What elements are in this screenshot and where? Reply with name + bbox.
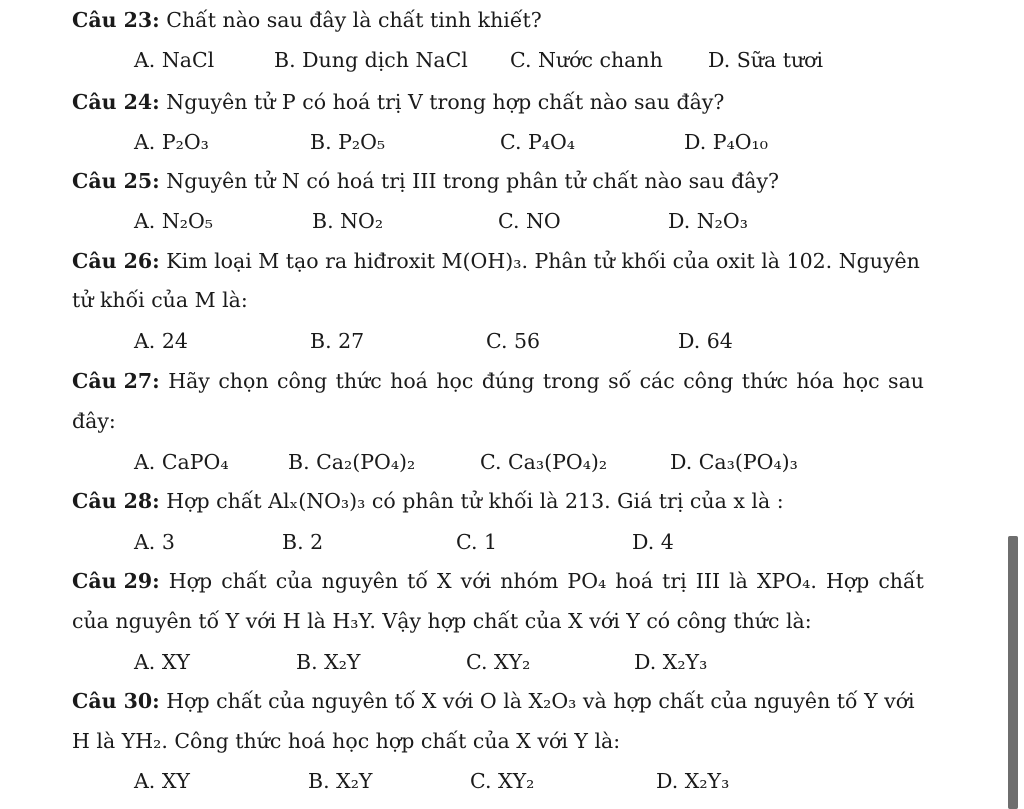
question-27-continued: đây: <box>72 409 116 433</box>
option-a: A. N₂O₅ <box>134 209 214 233</box>
option-d: D. X₂Y₃ <box>656 769 730 793</box>
question-word: chọn <box>218 369 269 393</box>
option-b: B. Dung dịch NaCl <box>274 48 468 72</box>
question-word: sau <box>888 369 924 393</box>
option-a: A. 24 <box>134 329 188 353</box>
option-b: B. NO₂ <box>312 209 384 233</box>
question-word: học <box>436 369 474 393</box>
question-label: Câu 23: <box>72 8 160 32</box>
option-a: A. XY <box>134 650 190 674</box>
option-c: C. Nước chanh <box>510 48 663 72</box>
question-word: Hợp <box>825 569 870 593</box>
question-word: thức <box>335 369 382 393</box>
option-d: D. X₂Y₃ <box>634 650 708 674</box>
option-d: D. P₄O₁₀ <box>684 130 768 154</box>
question-24 <box>72 90 724 114</box>
question-word: công <box>276 369 328 393</box>
question-label: Câu 30: <box>72 689 160 713</box>
question-30-continued: H là YH₂. Công thức hoá học hợp chất của X với Y là: <box>72 729 621 753</box>
question-word: trị <box>662 569 687 593</box>
question-word: là <box>729 569 748 593</box>
question-word: chất <box>878 569 924 593</box>
question-word: nhóm <box>500 569 559 593</box>
option-b: B. Ca₂(PO₄)₂ <box>288 450 416 474</box>
question-word: số <box>608 369 632 393</box>
question-27 <box>72 369 924 393</box>
option-a: A. NaCl <box>134 48 215 72</box>
question-word: nguyên <box>321 569 399 593</box>
option-a: A. 3 <box>134 530 175 554</box>
question-label: Câu 27: <box>72 369 160 393</box>
option-d: D. 4 <box>632 530 674 554</box>
question-word: tố <box>407 569 428 593</box>
question-word: X <box>437 569 452 593</box>
question-word: chất <box>221 569 267 593</box>
question-text: Hợp chất Alₓ(NO₃)₃ có phân tử khối là 213. Giá trị của x là : <box>166 489 784 513</box>
question-word: đúng <box>481 369 535 393</box>
option-b: B. 2 <box>282 530 324 554</box>
question-29 <box>72 569 924 593</box>
question-text: Hợp chất của nguyên tố X với O là X₂O₃ và hợp chất của nguyên tố Y với <box>166 689 915 713</box>
question-23 <box>72 8 542 32</box>
question-word: thức <box>741 369 788 393</box>
option-c: C. XY₂ <box>466 650 531 674</box>
question-word: Hãy <box>168 369 210 393</box>
scrollbar-thumb[interactable] <box>1008 536 1018 809</box>
question-word: học <box>842 369 880 393</box>
option-c: C. P₄O₄ <box>500 130 576 154</box>
question-word: với <box>460 569 492 593</box>
question-label: Câu 26: <box>72 249 160 273</box>
question-26-continued: tử khối của M là: <box>72 288 248 312</box>
question-text: Nguyên tử P có hoá trị V trong hợp chất nào sau đây? <box>166 90 725 114</box>
option-b: B. P₂O₅ <box>310 130 386 154</box>
option-a: A. P₂O₃ <box>134 130 209 154</box>
option-d: D. Sữa tươi <box>708 48 824 72</box>
question-text: Nguyên tử N có hoá trị III trong phân tử chất nào sau đây? <box>166 169 780 193</box>
question-25 <box>72 169 779 193</box>
question-text: Kim loại M tạo ra hiđroxit M(OH)₃. Phân tử khối của oxit là 102. Nguyên <box>166 249 920 273</box>
option-a: A. XY <box>134 769 190 793</box>
option-d: D. N₂O₃ <box>668 209 748 233</box>
question-word: trong <box>542 369 600 393</box>
question-word: XPO₄. <box>756 569 817 593</box>
option-d: D. Ca₃(PO₄)₃ <box>670 450 798 474</box>
question-label: Câu 25: <box>72 169 160 193</box>
question-word: III <box>695 569 721 593</box>
question-26 <box>72 249 920 273</box>
question-label: Câu 29: <box>72 569 160 593</box>
question-word: hoá <box>615 569 654 593</box>
question-text: Chất nào sau đây là chất tinh khiết? <box>166 8 542 32</box>
question-word: PO₄ <box>567 569 607 593</box>
question-word: hóa <box>796 369 835 393</box>
option-b: B. X₂Y <box>296 650 361 674</box>
option-c: C. NO <box>498 209 561 233</box>
question-label: Câu 24: <box>72 90 160 114</box>
option-c: C. XY₂ <box>470 769 535 793</box>
question-label: Câu 28: <box>72 489 160 513</box>
option-d: D. 64 <box>678 329 733 353</box>
option-c: C. 1 <box>456 530 498 554</box>
question-word: hoá <box>390 369 428 393</box>
question-30 <box>72 689 915 713</box>
option-a: A. CaPO₄ <box>134 450 229 474</box>
question-word: công <box>683 369 734 393</box>
question-word: của <box>275 569 313 593</box>
option-c: C. 56 <box>486 329 541 353</box>
question-word: các <box>639 369 675 393</box>
option-b: B. X₂Y <box>308 769 373 793</box>
option-c: C. Ca₃(PO₄)₂ <box>480 450 608 474</box>
option-b: B. 27 <box>310 329 365 353</box>
question-28 <box>72 489 784 513</box>
question-word: Hợp <box>168 569 213 593</box>
question-29-continued: của nguyên tố Y với H là H₃Y. Vậy hợp chất của X với Y có công thức là: <box>72 609 812 633</box>
